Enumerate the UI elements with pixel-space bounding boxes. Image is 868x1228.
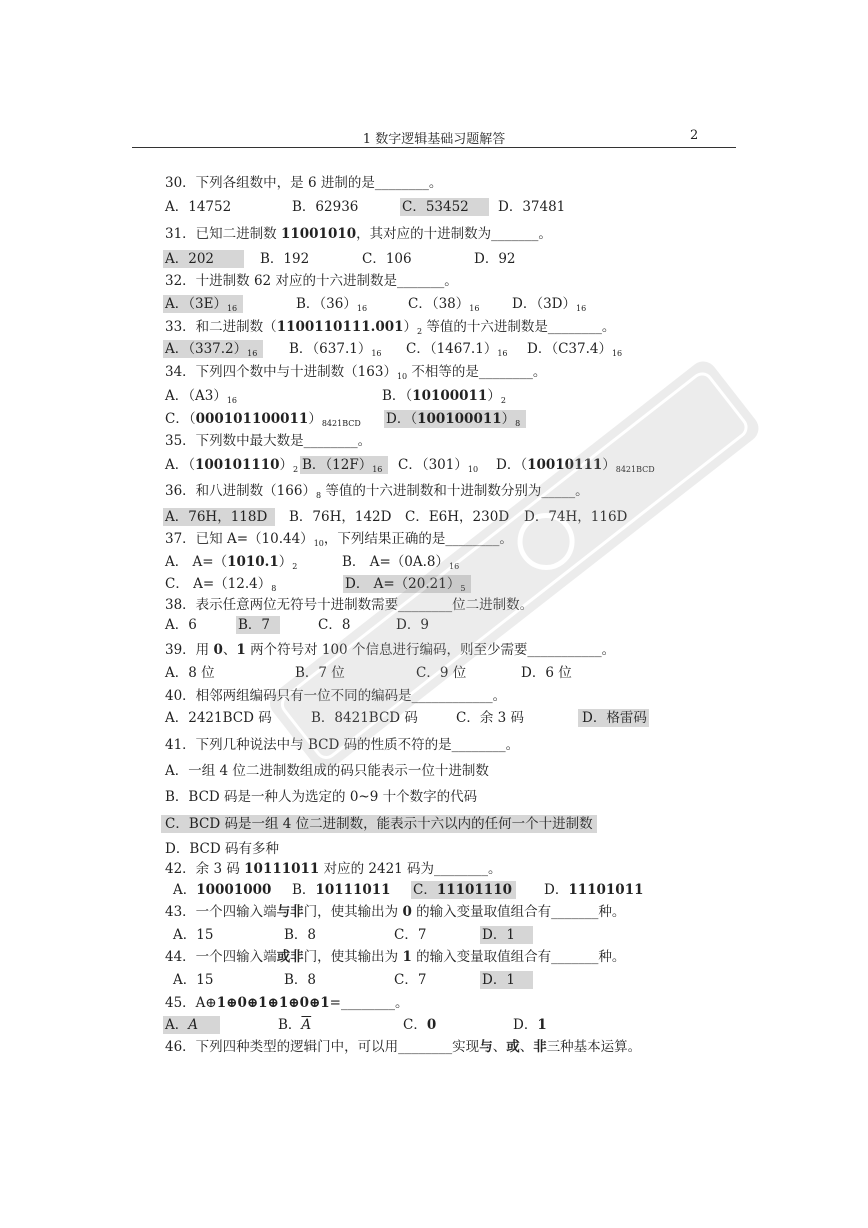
q36-option-c: C．E6H，230D (405, 509, 510, 525)
q32-option-a: A．$(3E)_{16}$ (165, 295, 243, 318)
q35-option-b: B．$(12F)_{16}$ (302, 456, 388, 479)
q41-option-d: D．BCD 码有多种 (165, 841, 279, 857)
q42-option-b: B．10111011 (292, 882, 391, 898)
q45-option-d: D．1 (513, 1017, 547, 1033)
question-34: 34．下列四个数中与十进制数$(163)_{10}$ 不相等的是________。 (165, 364, 547, 381)
q30-option-c: C．53452 (402, 198, 489, 216)
q43-option-b: B．8 (284, 927, 317, 943)
q32-option-d: D．$(3D)_{16}$ (512, 296, 587, 313)
q44-option-d: D．1 (482, 971, 533, 989)
q43-option-d: D．1 (482, 926, 533, 944)
page-number: 2 (690, 128, 699, 143)
q39-option-c: C．9 位 (416, 665, 467, 681)
question-46: 46．下列四种类型的逻辑门中，可以用________实现与、或、非三种基本运算。 (165, 1039, 642, 1055)
question-44: 44．一个四输入端或非门，使其输出为 1 的输入变量取值组合有_______种。 (165, 949, 626, 965)
q35-option-c: C．$(301)_{10}$ (398, 457, 479, 474)
question-41: 41．下列几种说法中与 BCD 码的性质不符的是________。 (165, 737, 520, 753)
header-rule (132, 147, 736, 148)
q43-option-a: A．15 (173, 927, 214, 943)
q42-option-d: D．11101011 (544, 882, 644, 898)
question-33: 33．和二进制数$(1100110111.001)_2$ 等值的十六进制数是________。 (165, 319, 616, 336)
q40-option-d: D．格雷码 (582, 709, 649, 727)
q34-option-b: B．$(10100011)_2$ (382, 388, 506, 405)
question-30: 30．下列各组数中，是 6 进制的是________。 (165, 175, 443, 191)
q42-option-a: A．10001000 (173, 882, 272, 898)
q31-option-b: B．192 (260, 251, 310, 267)
q34-option-d: D．$(100100011)_8$ (386, 410, 526, 433)
q38-option-b: B．7 (238, 616, 280, 634)
question-38: 38．表示任意两位无符号十进制数需要________位二进制数。 (165, 597, 534, 613)
q36-option-d: D．74H，116D (524, 509, 628, 525)
q38-option-d: D．9 (396, 617, 429, 633)
q33-option-c: C．$(1467.1)_{16}$ (406, 341, 508, 358)
q45-option-b: B．$\overline{A}$ (278, 1017, 312, 1033)
question-35: 35．下列数中最大数是________。 (165, 433, 372, 449)
question-39: 39．用 0、1 两个符号对 100 个信息进行编码，则至少需要___________。 (165, 642, 616, 658)
q35-option-d: D．$(10010111)_{8421BCD}$ (496, 457, 655, 474)
q30-option-b: B．62936 (292, 199, 359, 215)
q33-option-d: D．$(C37.4)_{16}$ (527, 341, 623, 358)
q36-option-b: B．76H，142D (289, 509, 392, 525)
q33-option-a: A．$(337.2)_{16}$ (165, 340, 263, 363)
q36-option-a: A．76H，118D (165, 508, 275, 526)
q37-option-b: B． $A=(0A.8)_{16}$ (342, 554, 460, 571)
q34-option-c: C．$(000101100011)_{8421BCD}$ (165, 411, 361, 428)
q34-option-a: A．$(A3)_{16}$ (165, 388, 238, 405)
q44-option-c: C．7 (394, 972, 427, 988)
q40-option-b: B．8421BCD 码 (311, 710, 418, 726)
question-40: 40．相邻两组编码只有一位不同的编码是____________。 (165, 688, 507, 704)
q39-option-b: B．7 位 (295, 665, 345, 681)
q37-option-c: C． $A=(12.4)_8$ (165, 576, 277, 593)
q39-option-d: D．6 位 (521, 665, 572, 681)
question-42: 42．余 3 码 10111011 对应的 2421 码为________。 (165, 861, 502, 877)
q41-option-a: A．一组 4 位二进制数组成的码只能表示一位十进制数 (165, 763, 489, 779)
q44-option-a: A．15 (173, 972, 214, 988)
question-43: 43．一个四输入端与非门，使其输出为 0 的输入变量取值组合有_______种。 (165, 904, 626, 920)
q45-option-a: A．A (165, 1016, 220, 1034)
q33-option-b: B．$(637.1)_{16}$ (289, 341, 382, 358)
q43-option-c: C．7 (394, 927, 427, 943)
header-title: 1 数字逻辑基础习题解答 (362, 132, 506, 147)
q39-option-a: A．8 位 (165, 665, 215, 681)
q37-option-a: A． $A=(1010.1)_2$ (165, 554, 298, 571)
question-31: 31．已知二进制数 11001010，其对应的十进制数为_______。 (165, 226, 552, 242)
q30-option-a: A．14752 (165, 199, 232, 215)
q37-option-d: D． $A=(20.21)_5$ (345, 575, 471, 598)
q38-option-a: A．6 (165, 617, 197, 633)
q31-option-c: C．106 (362, 251, 412, 267)
q30-option-d: D．37481 (498, 199, 566, 215)
q42-option-c: C．11101110 (413, 881, 516, 899)
q31-option-a: A．202 (165, 250, 244, 268)
q41-option-c: C．BCD 码是一组 4 位二进制数，能表示十六以内的任何一个十进制数 (165, 815, 597, 833)
q40-option-a: A．2421BCD 码 (165, 710, 272, 726)
q32-option-b: B．$(36)_{16}$ (296, 296, 368, 313)
q32-option-c: C．$(38)_{16}$ (408, 296, 480, 313)
q44-option-b: B．8 (284, 972, 317, 988)
question-37: 37．已知 $A=(10.44)_{10}$，下列结果正确的是________。 (165, 531, 513, 548)
question-32: 32．十进制数 62 对应的十六进制数是_______。 (165, 273, 458, 289)
question-45: 45．A⊕1⊕0⊕1⊕1⊕0⊕1=________。 (165, 995, 409, 1011)
q35-option-a: A．$(100101110)_2$ (165, 457, 299, 474)
q45-option-c: C．0 (403, 1017, 437, 1033)
q38-option-c: C．8 (318, 617, 351, 633)
q31-option-d: D．92 (474, 251, 516, 267)
q40-option-c: C．余 3 码 (456, 710, 525, 726)
question-36: 36．和八进制数$(166)_8$ 等值的十六进制数和十进制数分别为_____。 (165, 483, 589, 500)
q41-option-b: B．BCD 码是一种人为选定的 0~9 十个数字的代码 (165, 789, 478, 805)
